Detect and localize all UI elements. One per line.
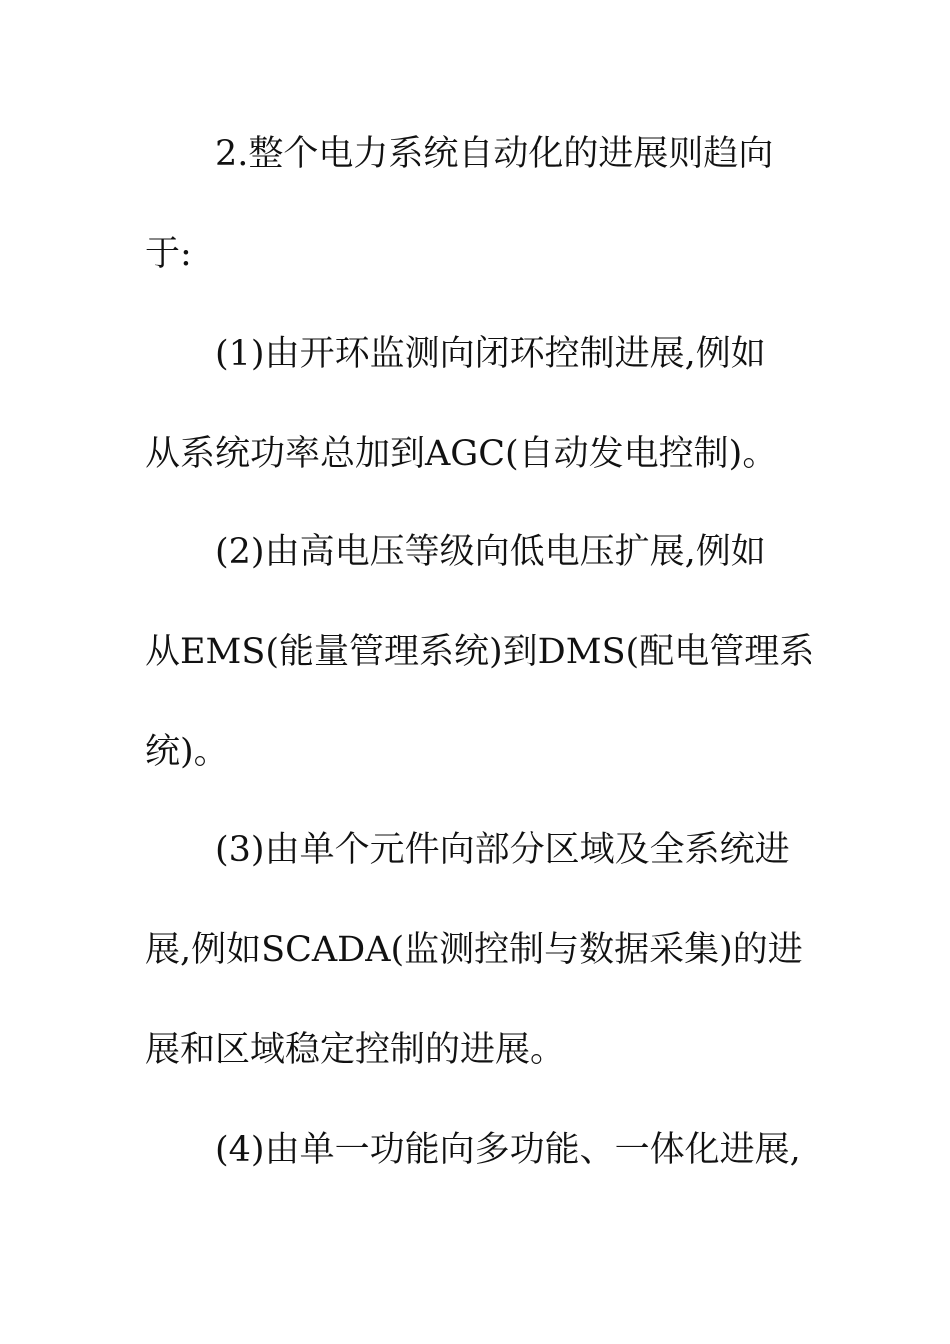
item-3-line-1: (3)由单个元件向部分区域及全系统进 [215,830,790,870]
item-2-line-2: 从EMS(能量管理系统)到DMS(配电管理系 [145,632,815,672]
paragraph-heading-line-1: 2.整个电力系统自动化的进展则趋向 [215,134,774,174]
item-3-line-2: 展,例如SCADA(监测控制与数据采集)的进 [145,930,803,970]
item-2-line-1: (2)由高电压等级向低电压扩展,例如 [215,532,766,572]
item-4-line-1: (4)由单一功能向多功能、一体化进展, [215,1130,801,1170]
item-1-line-2: 从系统功率总加到AGC(自动发电控制)。 [145,434,778,474]
item-3-line-3: 展和区域稳定控制的进展。 [145,1030,566,1070]
item-1-line-1: (1)由开环监测向闭环控制进展,例如 [215,334,766,374]
item-2-line-3: 统)。 [145,732,229,772]
paragraph-heading-line-2: 于: [145,234,192,274]
